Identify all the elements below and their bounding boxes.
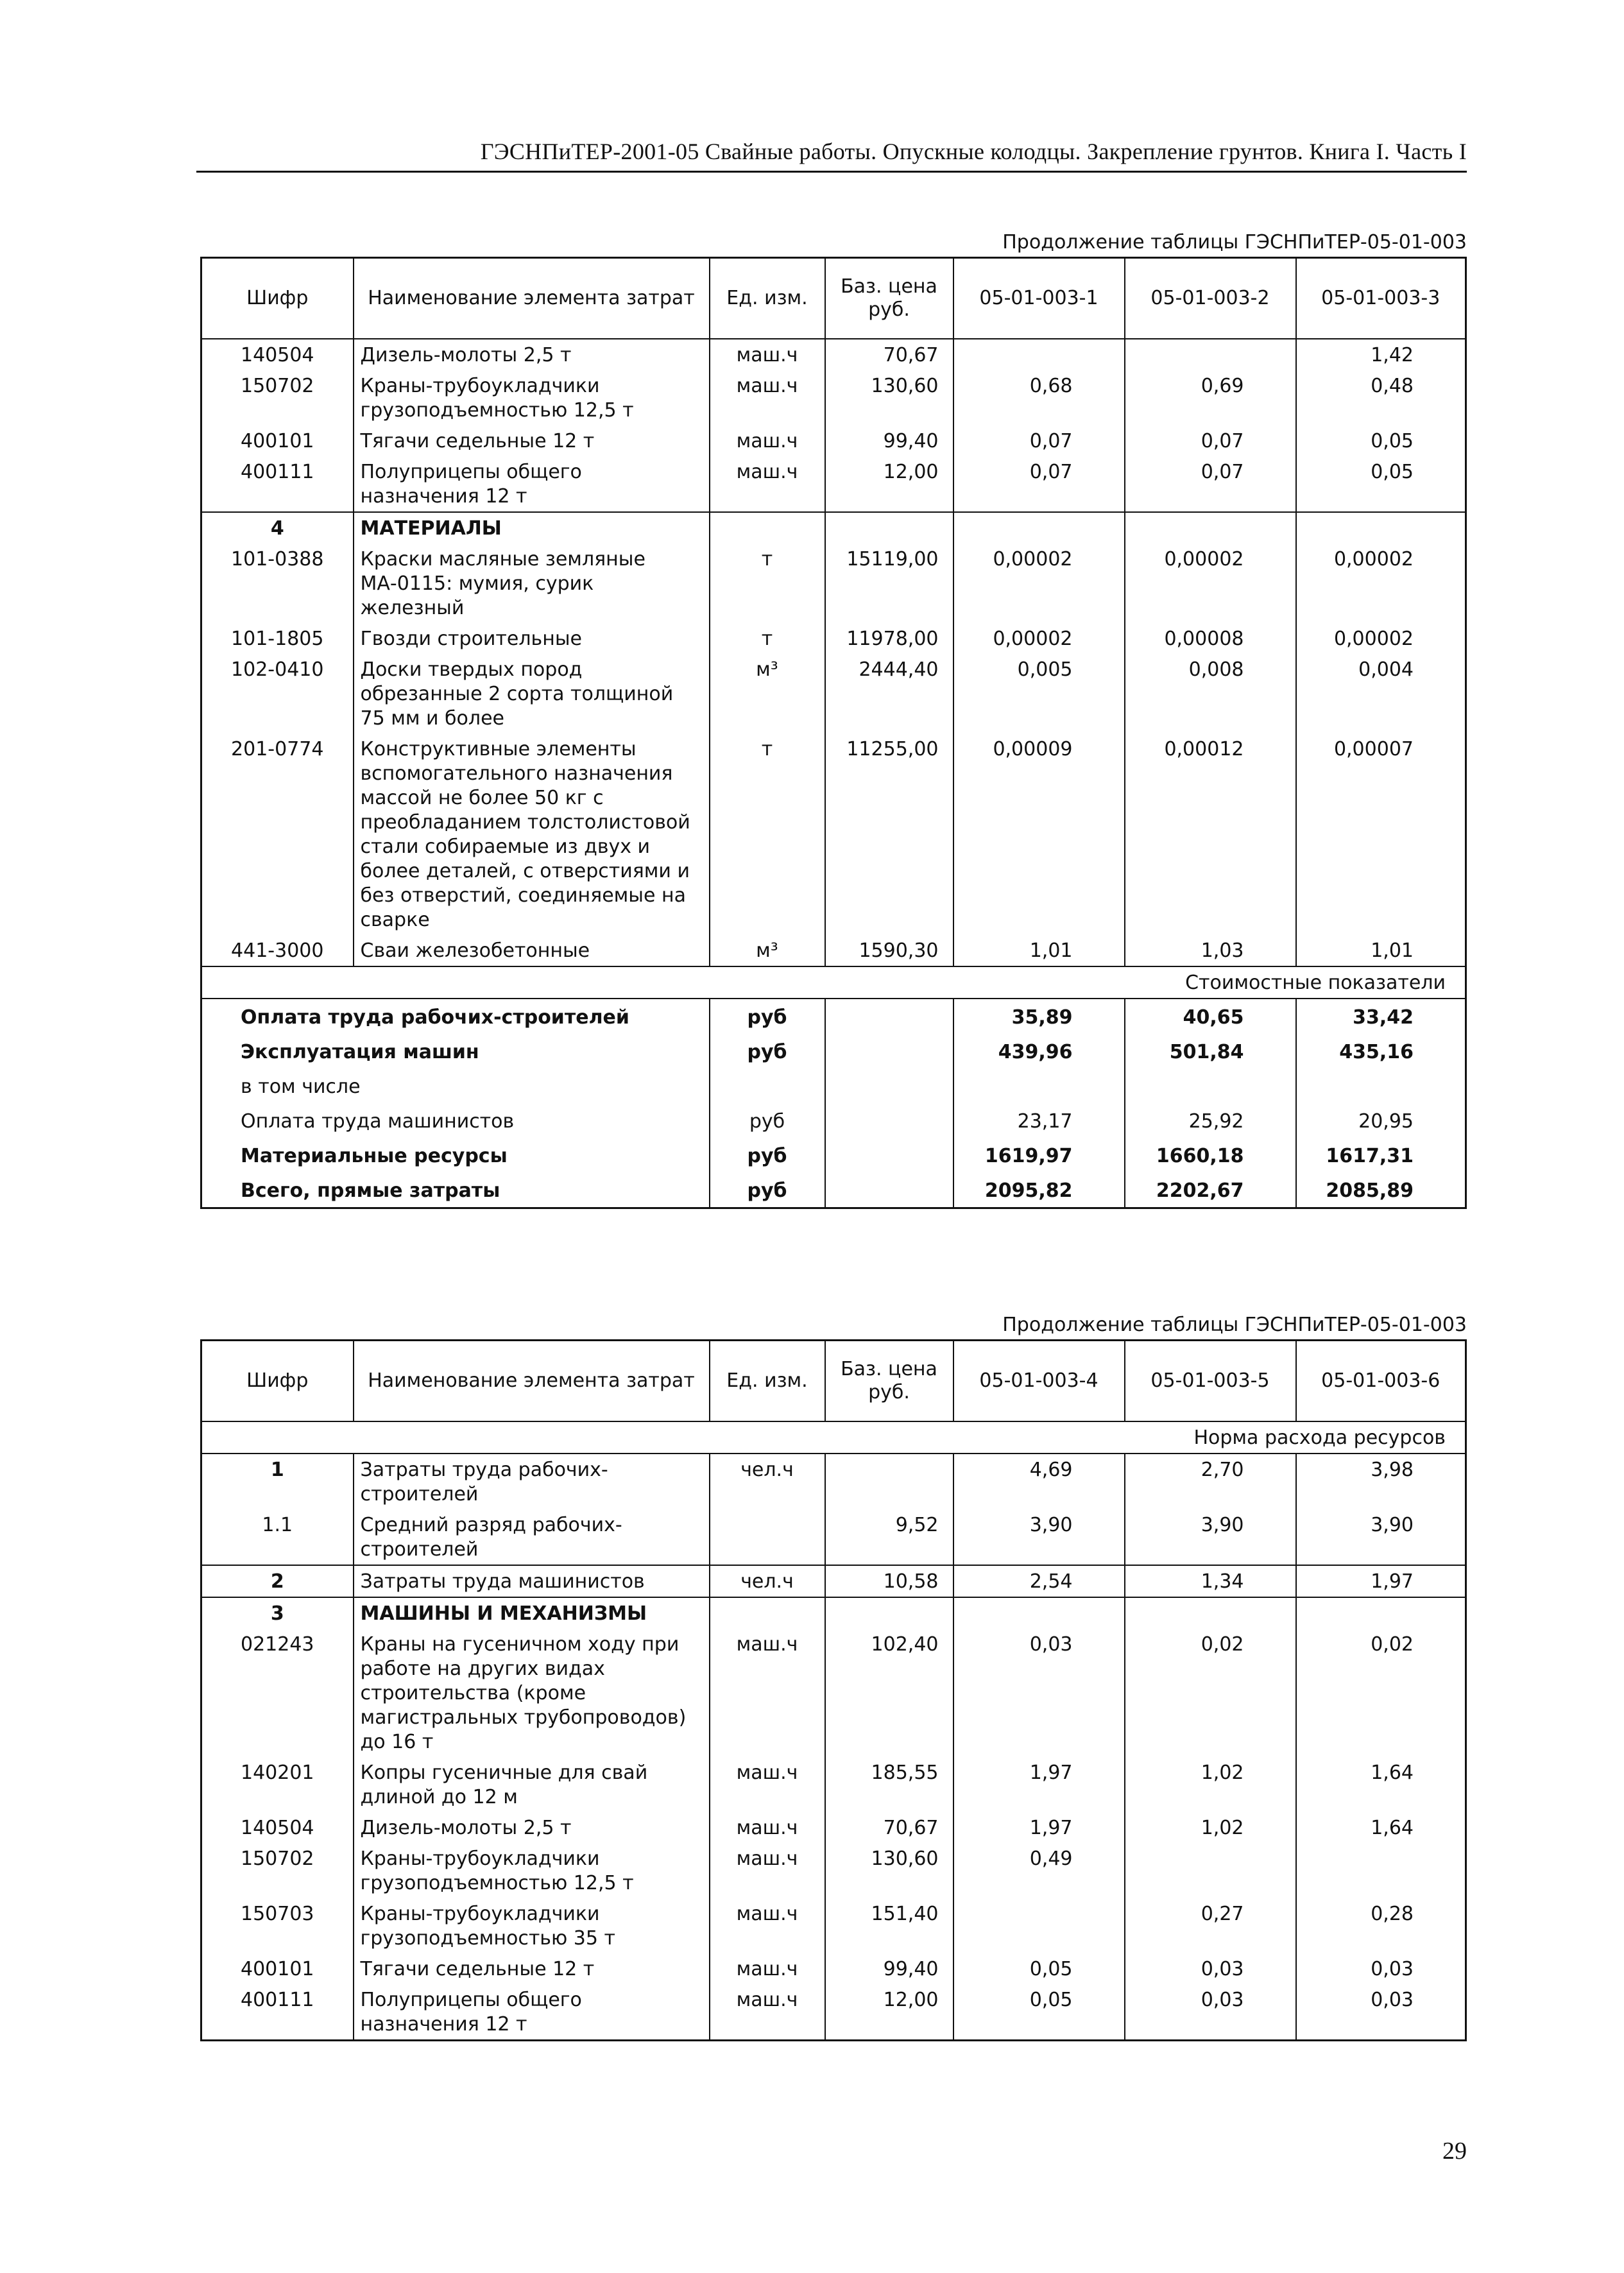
cost-value (953, 1068, 1125, 1103)
base-price: 11255,00 (825, 733, 953, 935)
norm-value: 0,02 (1296, 1629, 1466, 1757)
norm-value (1125, 512, 1296, 544)
table-row (201, 425, 1466, 456)
page-header: ГЭСНПиТЕР-2001-05 Свайные работы. Опускные колодцы. Закрепление грунтов. Книга I. Часть I (480, 139, 1467, 164)
norm-value (1296, 512, 1466, 544)
empty-cell (825, 1034, 953, 1068)
unit: маш.ч (710, 1629, 825, 1757)
norm-value: 1,34 (1125, 1565, 1296, 1597)
col-header-norm-1: 05-01-003-1 (953, 258, 1125, 339)
table-row (201, 339, 1466, 370)
norm-value: 0,03 (1125, 1953, 1296, 1984)
unit: маш.ч (710, 1757, 825, 1812)
resource-name: Тягачи седельные 12 т (354, 1953, 710, 1984)
resource-name: Полуприцепы общего назначения 12 т (354, 1984, 710, 2041)
table-row (201, 1629, 1466, 1757)
resource-name: Средний разряд рабочих-строителей (354, 1509, 710, 1565)
table-row (201, 1812, 1466, 1843)
cost-section-bar (201, 966, 1466, 999)
table-row (201, 1953, 1466, 1984)
table-row (201, 544, 1466, 623)
norm-value: 4,69 (953, 1454, 1125, 1509)
col-header-norm-5: 05-01-003-5 (1125, 1341, 1296, 1422)
resource-code: 2 (201, 1565, 354, 1597)
col-header-norm-6: 05-01-003-6 (1296, 1341, 1466, 1422)
unit: маш.ч (710, 1898, 825, 1953)
unit: маш.ч (710, 425, 825, 456)
resource-name: Краны-трубоукладчики грузоподъемностью 35 т (354, 1898, 710, 1953)
norm-value: 0,00012 (1125, 733, 1296, 935)
table2-caption: Продолжение таблицы ГЭСНПиТЕР-05-01-003 (1002, 1314, 1467, 1336)
base-price: 99,40 (825, 425, 953, 456)
base-price: 15119,00 (825, 544, 953, 623)
col-header-norm-2: 05-01-003-2 (1125, 258, 1296, 339)
table-row (201, 456, 1466, 512)
base-price: 130,60 (825, 1843, 953, 1898)
resource-code: 201-0774 (231, 738, 324, 760)
col-header-code: Шифр (201, 1341, 354, 1422)
table1-caption: Продолжение таблицы ГЭСНПиТЕР-05-01-003 (1002, 231, 1467, 253)
resource-table-2 (200, 1339, 1467, 2041)
norm-value (1125, 1843, 1296, 1898)
resource-code: 400111 (240, 1989, 314, 2011)
base-price: 10,58 (825, 1565, 953, 1597)
norm-value (953, 1898, 1125, 1953)
resource-name: Краны на гусеничном ходу при работе на других видах строительства (кроме магистральных трубопроводов) до 16 т (354, 1629, 710, 1757)
norm-value: 0,68 (953, 370, 1125, 425)
unit: т (710, 544, 825, 623)
norm-label: Норма расхода ресурсов (201, 1421, 1466, 1454)
cost-value: 2085,89 (1296, 1172, 1466, 1208)
resource-name: Полуприцепы общего назначения 12 т (354, 456, 710, 512)
resource-code: 400101 (240, 430, 314, 452)
summary-row (201, 1172, 1466, 1208)
norm-value: 0,03 (1125, 1984, 1296, 2041)
resource-name: МАТЕРИАЛЫ (354, 512, 710, 544)
cost-value: 1660,18 (1125, 1138, 1296, 1172)
resource-name: Копры гусеничные для свай длиной до 12 м (354, 1757, 710, 1812)
table-row (201, 1565, 1466, 1597)
norm-value: 2,54 (953, 1565, 1125, 1597)
unit (710, 1597, 825, 1629)
norm-value (1125, 339, 1296, 370)
unit: маш.ч (710, 1984, 825, 2041)
unit: чел.ч (710, 1454, 825, 1509)
unit: т (710, 623, 825, 654)
norm-value: 0,00009 (953, 733, 1125, 935)
col-header-name: Наименование элемента затрат (354, 258, 710, 339)
summary-row (201, 999, 1466, 1034)
resource-code: 101-1805 (231, 628, 324, 650)
norm-value: 0,28 (1296, 1898, 1466, 1953)
resource-code: 140504 (240, 1817, 314, 1839)
table-row (201, 733, 1466, 935)
base-price: 151,40 (825, 1898, 953, 1953)
summary-row (201, 1138, 1466, 1172)
table-row (201, 1454, 1466, 1509)
resource-code: 1.1 (262, 1514, 293, 1536)
empty-cell (825, 1138, 953, 1172)
norm-value: 0,00007 (1296, 733, 1466, 935)
resource-name: Краны-трубоукладчики грузоподъемностью 12,5 т (354, 1843, 710, 1898)
cost-label: Стоимостные показатели (201, 966, 1466, 999)
unit: чел.ч (710, 1565, 825, 1597)
empty-cell (825, 1068, 953, 1103)
empty-cell (825, 1103, 953, 1138)
base-price: 99,40 (825, 1953, 953, 1984)
norm-value: 0,07 (953, 456, 1125, 512)
cost-value: 439,96 (953, 1034, 1125, 1068)
base-price: 1590,30 (825, 935, 953, 966)
resource-code: 400101 (240, 1958, 314, 1980)
norm-value: 0,02 (1125, 1629, 1296, 1757)
cost-value: 2095,82 (953, 1172, 1125, 1208)
norm-value: 0,49 (953, 1843, 1125, 1898)
norm-section-bar (201, 1421, 1466, 1454)
cost-value: 435,16 (1296, 1034, 1466, 1068)
unit: маш.ч (710, 370, 825, 425)
norm-value: 0,07 (1125, 456, 1296, 512)
norm-value: 0,00002 (1125, 544, 1296, 623)
empty-cell (825, 1172, 953, 1208)
norm-value: 1,01 (953, 935, 1125, 966)
unit: руб (710, 999, 825, 1034)
resource-code: 4 (201, 512, 354, 544)
resource-name: Гвозди строительные (354, 623, 710, 654)
norm-value: 0,05 (953, 1984, 1125, 2041)
unit: т (710, 733, 825, 935)
unit: м³ (710, 935, 825, 966)
page-number: 29 (1442, 2138, 1467, 2165)
resource-name: МАШИНЫ И МЕХАНИЗМЫ (354, 1597, 710, 1629)
base-price: 12,00 (825, 456, 953, 512)
norm-value: 3,90 (953, 1509, 1125, 1565)
norm-value: 1,02 (1125, 1812, 1296, 1843)
norm-value: 0,008 (1125, 654, 1296, 733)
norm-value: 0,005 (953, 654, 1125, 733)
resource-code: 102-0410 (231, 658, 324, 681)
norm-value: 0,00002 (1296, 623, 1466, 654)
cost-value: 25,92 (1125, 1103, 1296, 1138)
col-header-price: Баз. цена руб. (825, 258, 953, 339)
norm-value: 0,05 (1296, 425, 1466, 456)
base-price: 130,60 (825, 370, 953, 425)
norm-value: 1,64 (1296, 1757, 1466, 1812)
resource-code: 1 (270, 1459, 284, 1481)
norm-value: 1,97 (953, 1812, 1125, 1843)
base-price: 9,52 (825, 1509, 953, 1565)
col-header-name: Наименование элемента затрат (354, 1341, 710, 1422)
resource-name: Краны-трубоукладчики грузоподъемностью 12,5 т (354, 370, 710, 425)
resource-table-1 (200, 257, 1467, 1209)
cost-value: 2202,67 (1125, 1172, 1296, 1208)
unit: руб (710, 1103, 825, 1138)
base-price (825, 512, 953, 544)
unit: руб (710, 1034, 825, 1068)
table-row (201, 1984, 1466, 2041)
summary-row (201, 1068, 1466, 1103)
norm-value: 0,69 (1125, 370, 1296, 425)
table-row (201, 1843, 1466, 1898)
norm-value: 0,00002 (953, 623, 1125, 654)
cost-value: 35,89 (953, 999, 1125, 1034)
base-price: 12,00 (825, 1984, 953, 2041)
table-row (201, 935, 1466, 966)
table-row (201, 654, 1466, 733)
resource-name: Сваи железобетонные (354, 935, 710, 966)
base-price (825, 1454, 953, 1509)
col-header-price: Баз. цена руб. (825, 1341, 953, 1422)
cost-value: 501,84 (1125, 1034, 1296, 1068)
base-price: 11978,00 (825, 623, 953, 654)
norm-value: 0,00002 (1296, 544, 1466, 623)
resource-name: Конструктивные элементы вспомогательного назначения массой не более 50 кг с преобладанием толстолистовой стали собираемые из двух и более деталей, с отверстиями и без отверстий, соединяемые на сварке (354, 733, 710, 935)
norm-value (953, 512, 1125, 544)
unit (710, 512, 825, 544)
norm-value: 3,90 (1296, 1509, 1466, 1565)
norm-value: 0,00002 (953, 544, 1125, 623)
empty-cell (825, 999, 953, 1034)
norm-value (1296, 1843, 1466, 1898)
unit: маш.ч (710, 1843, 825, 1898)
norm-value: 0,03 (953, 1629, 1125, 1757)
summary-row (201, 1103, 1466, 1138)
norm-value: 0,03 (1296, 1984, 1466, 2041)
resource-code: 101-0388 (231, 548, 324, 570)
table-row (201, 1597, 1466, 1629)
norm-value: 2,70 (1125, 1454, 1296, 1509)
cost-value: 40,65 (1125, 999, 1296, 1034)
base-price (825, 1597, 953, 1629)
col-header-unit: Ед. изм. (710, 1341, 825, 1422)
norm-value (1296, 1597, 1466, 1629)
summary-label: Эксплуатация машин (241, 1041, 479, 1063)
table-row (201, 1509, 1466, 1565)
norm-value: 0,07 (1125, 425, 1296, 456)
base-price: 70,67 (825, 339, 953, 370)
base-price: 102,40 (825, 1629, 953, 1757)
unit: маш.ч (710, 1812, 825, 1843)
summary-label: Всего, прямые затраты (241, 1179, 500, 1202)
table1-summary (201, 966, 1466, 1208)
norm-value: 1,01 (1296, 935, 1466, 966)
summary-label: в том числе (241, 1076, 361, 1098)
resource-name: Дизель-молоты 2,5 т (354, 1812, 710, 1843)
norm-value: 1,03 (1125, 935, 1296, 966)
resource-code: 140504 (240, 344, 314, 366)
unit (710, 1068, 825, 1103)
unit: м³ (710, 654, 825, 733)
base-price: 2444,40 (825, 654, 953, 733)
norm-value: 0,03 (1296, 1953, 1466, 1984)
cost-value: 20,95 (1296, 1103, 1466, 1138)
cost-value: 1619,97 (953, 1138, 1125, 1172)
base-price: 185,55 (825, 1757, 953, 1812)
norm-value: 1,42 (1296, 339, 1466, 370)
unit: маш.ч (710, 1953, 825, 1984)
resource-code: 400111 (240, 461, 314, 483)
unit (710, 1509, 825, 1565)
cost-value: 23,17 (953, 1103, 1125, 1138)
norm-value (953, 339, 1125, 370)
resource-name: Затраты труда рабочих-строителей (354, 1454, 710, 1509)
norm-value: 0,05 (953, 1953, 1125, 1984)
unit: руб (710, 1172, 825, 1208)
unit: маш.ч (710, 456, 825, 512)
summary-label: Оплата труда машинистов (241, 1110, 515, 1133)
col-header-code: Шифр (201, 258, 354, 339)
norm-value (1125, 1597, 1296, 1629)
norm-value: 3,98 (1296, 1454, 1466, 1509)
norm-value: 0,07 (953, 425, 1125, 456)
resource-code: 150702 (240, 1848, 314, 1870)
resource-code: 150702 (240, 375, 314, 397)
table-row (201, 512, 1466, 544)
norm-value: 0,00008 (1125, 623, 1296, 654)
resource-name: Дизель-молоты 2,5 т (354, 339, 710, 370)
unit: руб (710, 1138, 825, 1172)
table-row (201, 1757, 1466, 1812)
resource-name: Краски масляные земляные МА-0115: мумия, сурик железный (354, 544, 710, 623)
norm-value: 0,05 (1296, 456, 1466, 512)
table-row (201, 623, 1466, 654)
summary-label: Материальные ресурсы (241, 1145, 508, 1167)
resource-code: 021243 (240, 1633, 314, 1656)
cost-value: 33,42 (1296, 999, 1466, 1034)
summary-row (201, 1034, 1466, 1068)
norm-value: 1,97 (1296, 1565, 1466, 1597)
resource-code: 441-3000 (231, 939, 324, 962)
norm-value: 1,02 (1125, 1757, 1296, 1812)
header-rule (196, 171, 1467, 173)
cost-value (1125, 1068, 1296, 1103)
resource-name: Затраты труда машинистов (354, 1565, 710, 1597)
norm-value: 0,48 (1296, 370, 1466, 425)
norm-value: 1,64 (1296, 1812, 1466, 1843)
table-row (201, 1898, 1466, 1953)
col-header-norm-3: 05-01-003-3 (1296, 258, 1466, 339)
resource-name: Доски твердых пород обрезанные 2 сорта толщиной 75 мм и более (354, 654, 710, 733)
norm-value: 1,97 (953, 1757, 1125, 1812)
table1-body (201, 339, 1466, 966)
col-header-norm-4: 05-01-003-4 (953, 1341, 1125, 1422)
norm-value: 3,90 (1125, 1509, 1296, 1565)
resource-code: 3 (201, 1597, 354, 1629)
resource-code: 140201 (240, 1762, 314, 1784)
norm-value: 0,004 (1296, 654, 1466, 733)
summary-label: Оплата труда рабочих-строителей (241, 1006, 629, 1029)
col-header-unit: Ед. изм. (710, 258, 825, 339)
table2-body (201, 1454, 1466, 2041)
norm-value (953, 1597, 1125, 1629)
cost-value (1296, 1068, 1466, 1103)
resource-name: Тягачи седельные 12 т (354, 425, 710, 456)
table-row (201, 370, 1466, 425)
unit: маш.ч (710, 339, 825, 370)
base-price: 70,67 (825, 1812, 953, 1843)
norm-value: 0,27 (1125, 1898, 1296, 1953)
cost-value: 1617,31 (1296, 1138, 1466, 1172)
resource-code: 150703 (240, 1903, 314, 1925)
